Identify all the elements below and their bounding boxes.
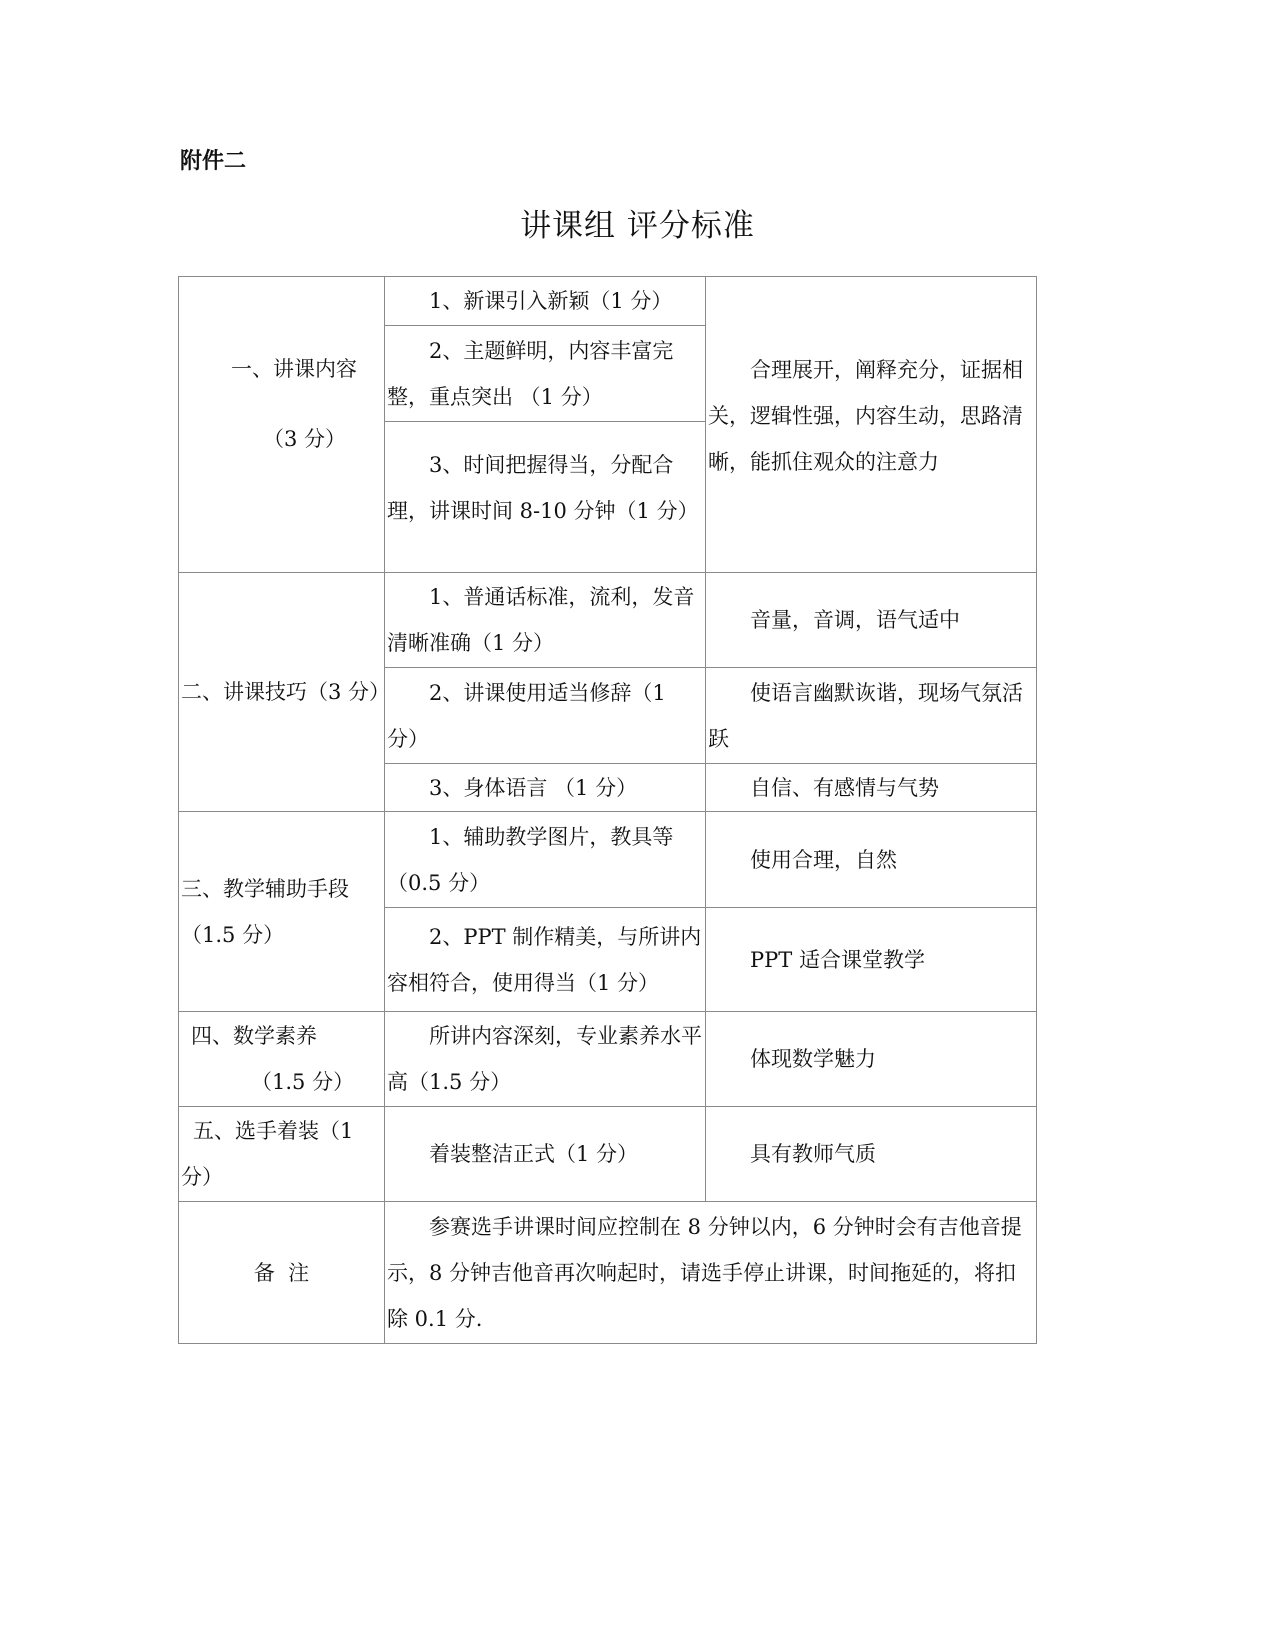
description-cell: 具有教师气质 (706, 1107, 1037, 1202)
description-cell: 合理展开，阐释充分，证据相关，逻辑性强，内容生动，思路清晰，能抓住观众的注意力 (706, 277, 1037, 573)
criterion-cell: 所讲内容深刻，专业素养水平高（1.5 分） (385, 1012, 706, 1107)
attachment-label: 附件二 (180, 149, 247, 174)
category-label: 四、数学素养 (191, 1024, 317, 1048)
criterion-cell: 1、辅助教学图片，教具等（0.5 分） (385, 812, 706, 908)
description-cell: 自信、有感情与气势 (706, 764, 1037, 812)
table-row (179, 1012, 1037, 1107)
table-row (179, 1107, 1037, 1202)
category-label: 一、讲课内容 (231, 356, 357, 381)
description-cell: 使用合理，自然 (706, 812, 1037, 908)
category-score: （1.5 分） (251, 1070, 355, 1094)
table-row (179, 812, 1037, 908)
table-row (179, 1202, 1037, 1344)
table-row (179, 277, 1037, 326)
category-cell: 二、讲课技巧（3 分） (179, 573, 385, 812)
description-cell: 体现数学魅力 (706, 1012, 1037, 1107)
criterion-cell: 3、身体语言 （1 分） (385, 764, 706, 812)
category-cell (179, 277, 385, 573)
criterion-cell: 1、新课引入新颖（1 分） (385, 277, 706, 326)
scoring-table (178, 276, 1037, 1344)
remarks-text: 参赛选手讲课时间应控制在 8 分钟以内，6 分钟时会有吉他音提示，8 分钟吉他音再次响起时，请选手停止讲课，时间拖延的，将扣除 0.1 分. (385, 1202, 1037, 1344)
category-cell: 三、教学辅助手段（1.5 分） (179, 812, 385, 1012)
criterion-cell: 3、时间把握得当，分配合理，讲课时间 8-10 分钟（1 分） (385, 422, 706, 573)
page-title: 讲课组 评分标准 (520, 208, 755, 244)
category-cell: 五、选手着装（1 分） (179, 1107, 385, 1202)
table-row (179, 573, 1037, 668)
category-cell (179, 1012, 385, 1107)
description-cell: PPT 适合课堂教学 (706, 908, 1037, 1012)
description-cell: 音量，音调，语气适中 (706, 573, 1037, 668)
criterion-cell: 2、讲课使用适当修辞（1 分） (385, 668, 706, 764)
criterion-cell: 着装整洁正式（1 分） (385, 1107, 706, 1202)
description-cell: 使语言幽默诙谐，现场气氛活跃 (706, 668, 1037, 764)
remarks-label: 备 注 (179, 1202, 385, 1344)
criterion-cell: 2、PPT 制作精美，与所讲内容相符合，使用得当（1 分） (385, 908, 706, 1012)
criterion-cell: 1、普通话标准，流利，发音清晰准确（1 分） (385, 573, 706, 668)
criterion-cell: 2、主题鲜明，内容丰富完整，重点突出 （1 分） (385, 326, 706, 422)
category-score: （3 分） (263, 426, 347, 451)
